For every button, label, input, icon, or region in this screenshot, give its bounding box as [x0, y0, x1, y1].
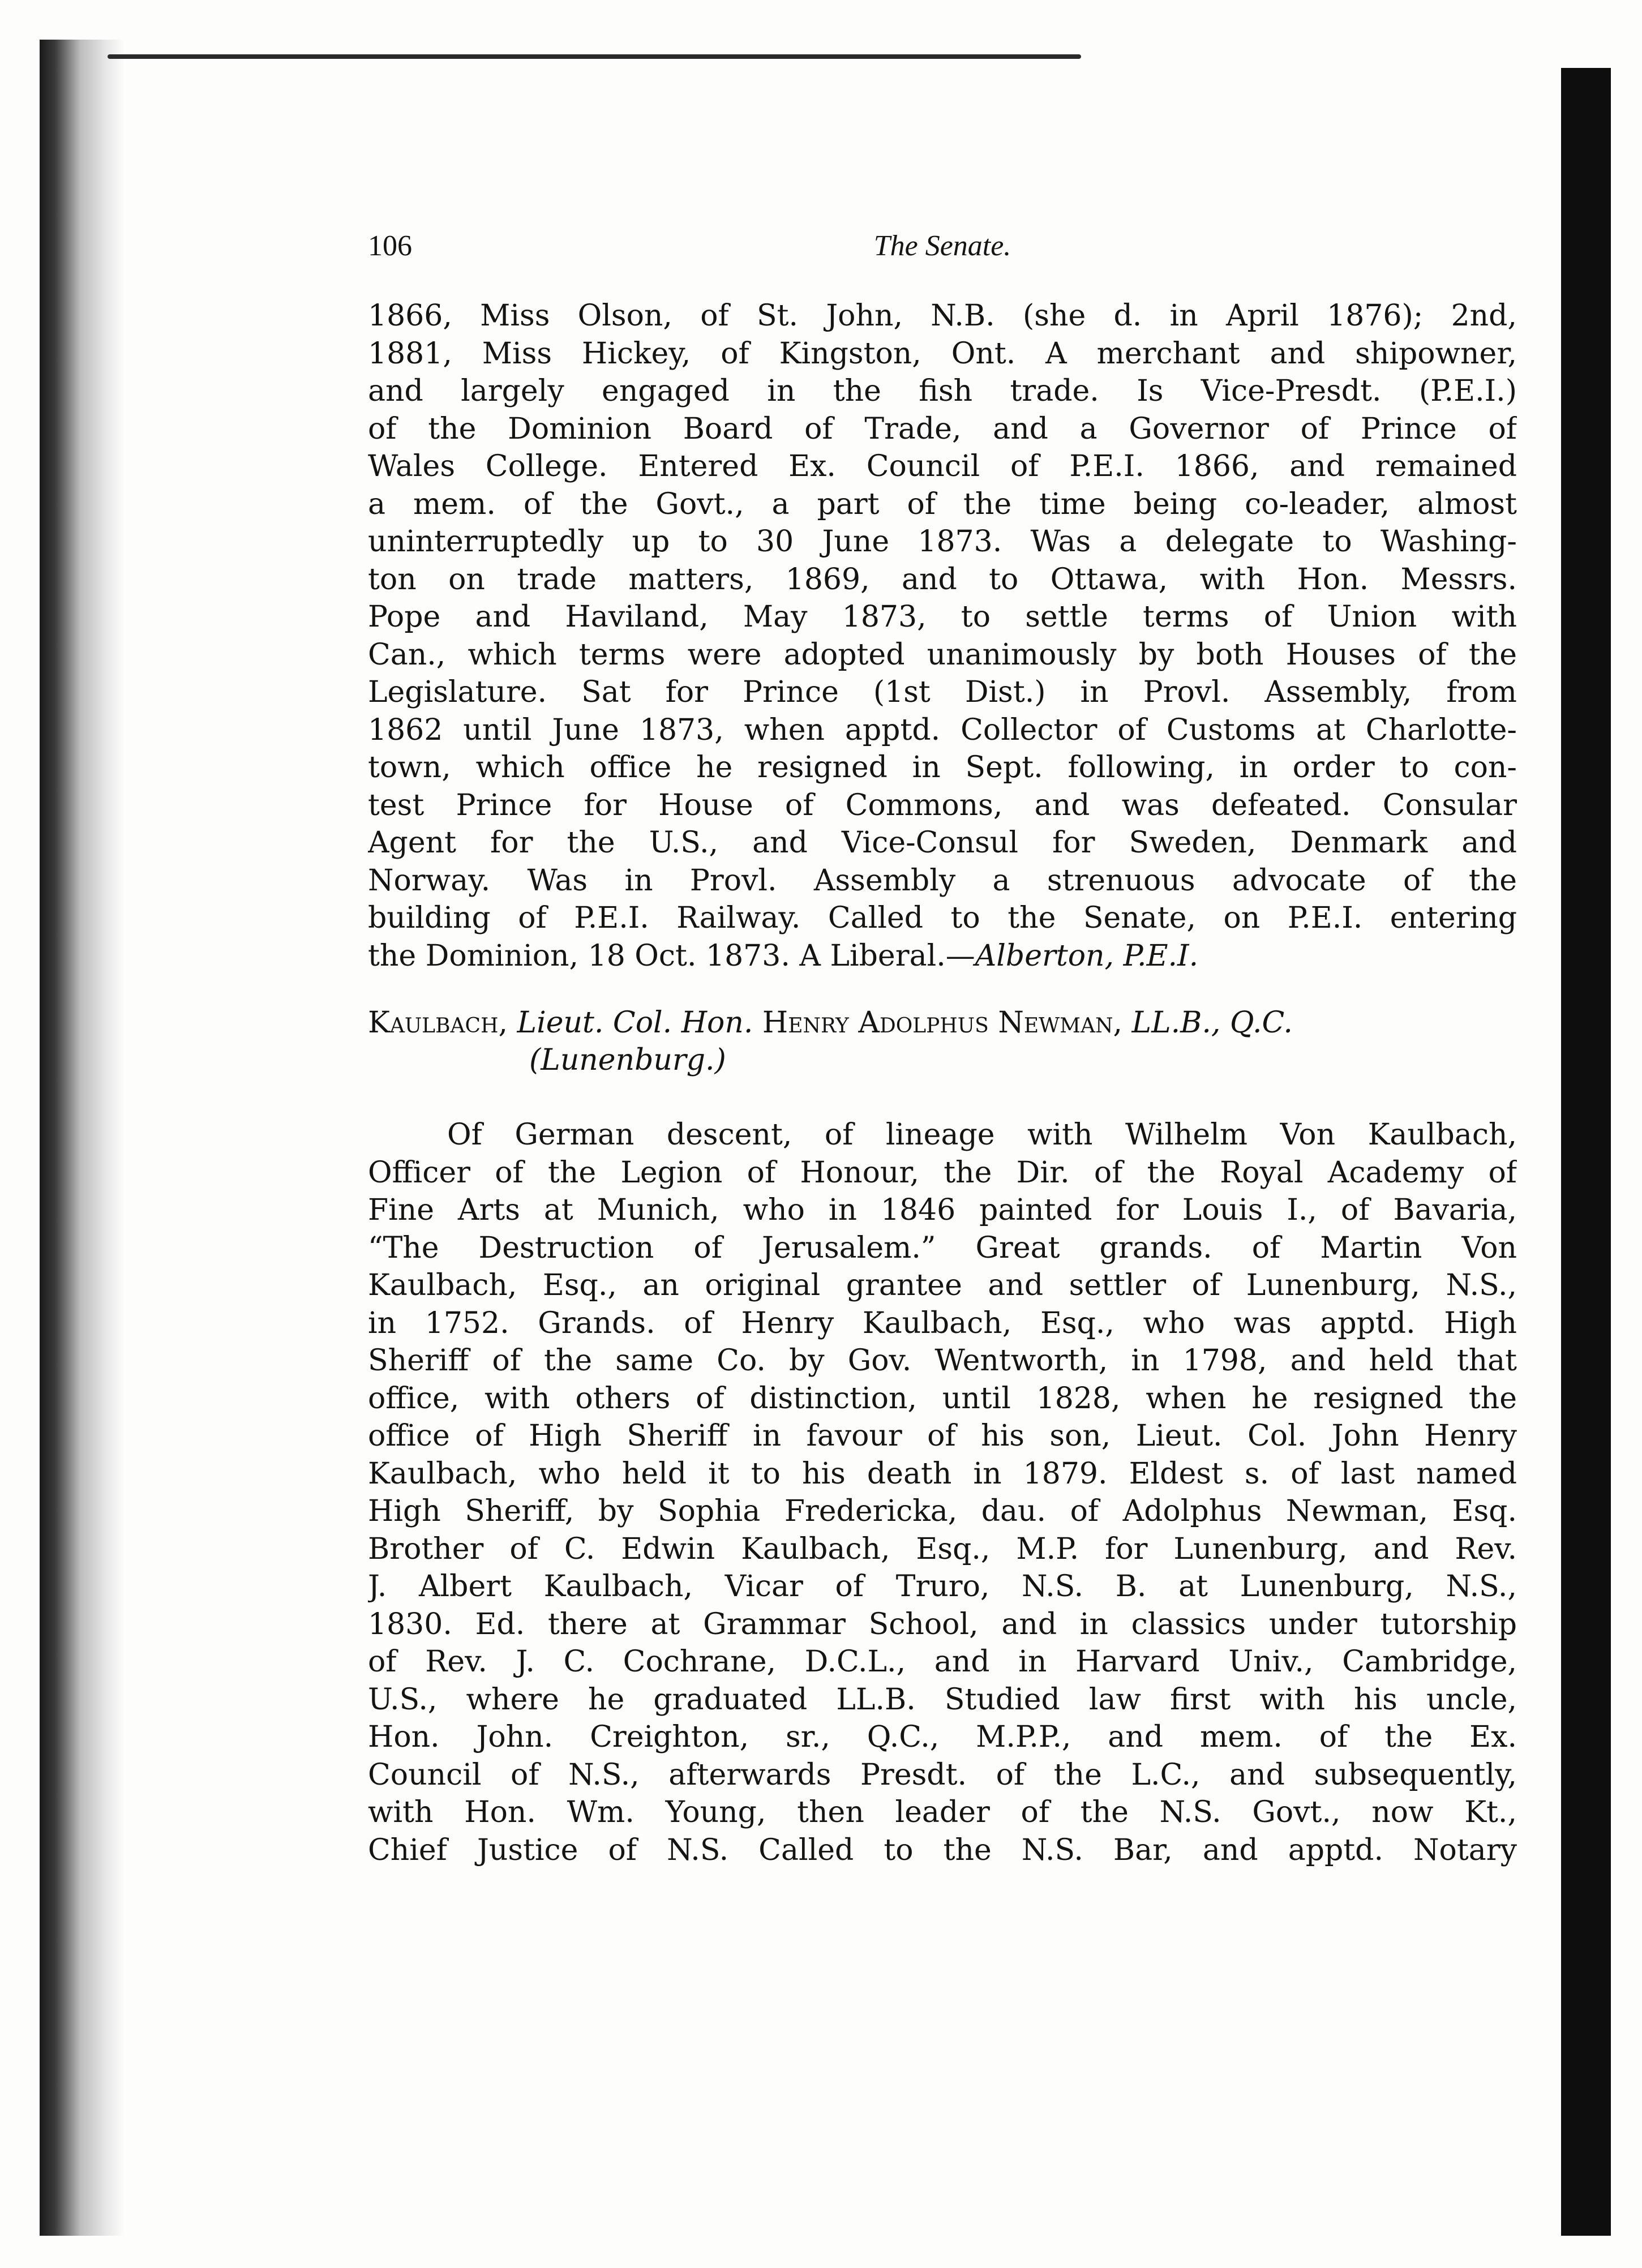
entry-constituency: (Lunenburg.) [529, 1043, 726, 1077]
entry-rank: Lieut. Col. Hon. [517, 1006, 753, 1040]
running-title: The Senate. [873, 230, 1011, 262]
text-line: of Rev. J. C. Cochrane, D.C.L., and in Harvard Univ., Cambridge, [368, 1645, 1517, 1679]
scan-edge-bar [1561, 68, 1611, 2236]
text-line: Kaulbach, Esq., an original grantee and settler of Lunenburg, N.S., [368, 1268, 1517, 1302]
book-page [368, 229, 1517, 1869]
text-line: Of German descent, of lineage with Wilhelm Von Kaulbach, [447, 1118, 1517, 1152]
previous-entry-continuation [368, 297, 1517, 975]
text-line: test Prince for House of Commons, and was defeated. Consular [368, 788, 1517, 822]
entry-degrees: LL.B., Q.C. [1131, 1006, 1293, 1040]
entry-body [368, 1116, 1517, 1869]
text-line: High Sheriff, by Sophia Fredericka, dau. of Adolphus Newman, Esq. [368, 1494, 1517, 1528]
text-line: Legislature. Sat for Prince (1st Dist.) in Provl. Assembly, from [368, 675, 1517, 709]
text-line: in 1752. Grands. of Henry Kaulbach, Esq., who was apptd. High [368, 1306, 1517, 1340]
text-line: Hon. John. Creighton, sr., Q.C., M.P.P., and mem. of the Ex. [368, 1720, 1517, 1754]
text-line: and largely engaged in the fish trade. Is Vice-Presdt. (P.E.I.) [368, 374, 1517, 408]
residence: Alberton, P.E.I. [975, 938, 1199, 973]
text-line: U.S., where he graduated LL.B. Studied law first with his uncle, [368, 1682, 1517, 1717]
page-number: 106 [368, 230, 412, 262]
entry-given-names: Henry Adolphus Newman, [762, 1006, 1122, 1040]
entry-name-line [368, 1004, 1517, 1041]
entry-heading [368, 1004, 1517, 1079]
text-line: 1830. Ed. there at Grammar School, and in classics under tutorship [368, 1607, 1517, 1641]
text-line: ton on trade matters, 1869, and to Ottawa, with Hon. Messrs. [368, 562, 1517, 597]
page-binding-shadow [40, 40, 125, 2236]
text-line: Brother of C. Edwin Kaulbach, Esq., M.P. for Lunenburg, and Rev. [368, 1532, 1517, 1566]
text-line: of the Dominion Board of Trade, and a Governor of Prince of [368, 411, 1517, 446]
text-line: office of High Sheriff in favour of his son, Lieut. Col. John Henry [368, 1419, 1517, 1453]
text-line-final [368, 937, 1517, 975]
text-line: 1881, Miss Hickey, of Kingston, Ont. A merchant and shipowner, [368, 336, 1517, 371]
page-top-edge [108, 54, 1081, 59]
text-line: Kaulbach, who held it to his death in 1879. Eldest s. of last named [368, 1456, 1517, 1491]
text-line: Officer of the Legion of Honour, the Dir. of the Royal Academy of [368, 1155, 1517, 1190]
text-line: with Hon. Wm. Young, then leader of the N.S. Govt., now Kt., [368, 1795, 1517, 1829]
closing-text: the Dominion, 18 Oct. 1873. A Liberal.— [368, 938, 975, 973]
text-line: Agent for the U.S., and Vice-Consul for Sweden, Denmark and [368, 826, 1517, 860]
running-head [368, 229, 1517, 280]
text-line: town, which office he resigned in Sept. following, in order to con- [368, 751, 1517, 784]
text-line: a mem. of the Govt., a part of the time being co-leader, almost [368, 487, 1517, 521]
text-line: Chief Justice of N.S. Called to the N.S. Bar, and apptd. Notary [368, 1833, 1517, 1867]
text-line: Fine Arts at Munich, who in 1846 painted for Louis I., of Bavaria, [368, 1193, 1517, 1227]
entry-surname: Kaulbach, [368, 1006, 508, 1040]
text-line: Norway. Was in Provl. Assembly a strenuous advocate of the [368, 863, 1517, 898]
text-line: Can., which terms were adopted unanimously by both Houses of the [368, 637, 1517, 672]
text-line: 1866, Miss Olson, of St. John, N.B. (she d. in April 1876); 2nd, [368, 299, 1517, 333]
text-line: Sheriff of the same Co. by Gov. Wentworth, in 1798, and held that [368, 1344, 1517, 1378]
text-line: building of P.E.I. Railway. Called to the Senate, on P.E.I. entering [368, 901, 1517, 935]
text-line: Council of N.S., afterwards Presdt. of the L.C., and subsequently, [368, 1757, 1517, 1792]
text-line: Wales College. Entered Ex. Council of P.E.I. 1866, and remained [368, 449, 1517, 483]
text-line: “The Destruction of Jerusalem.” Great grands. of Martin Von [368, 1231, 1517, 1265]
text-line: office, with others of distinction, until 1828, when he resigned the [368, 1381, 1517, 1416]
text-line: 1862 until June 1873, when apptd. Collector of Customs at Charlotte- [368, 713, 1517, 747]
text-line: uninterruptedly up to 30 June 1873. Was a delegate to Washing- [368, 525, 1517, 559]
text-line: Pope and Haviland, May 1873, to settle terms of Union with [368, 600, 1517, 634]
text-line: J. Albert Kaulbach, Vicar of Truro, N.S. B. at Lunenburg, N.S., [368, 1570, 1517, 1604]
